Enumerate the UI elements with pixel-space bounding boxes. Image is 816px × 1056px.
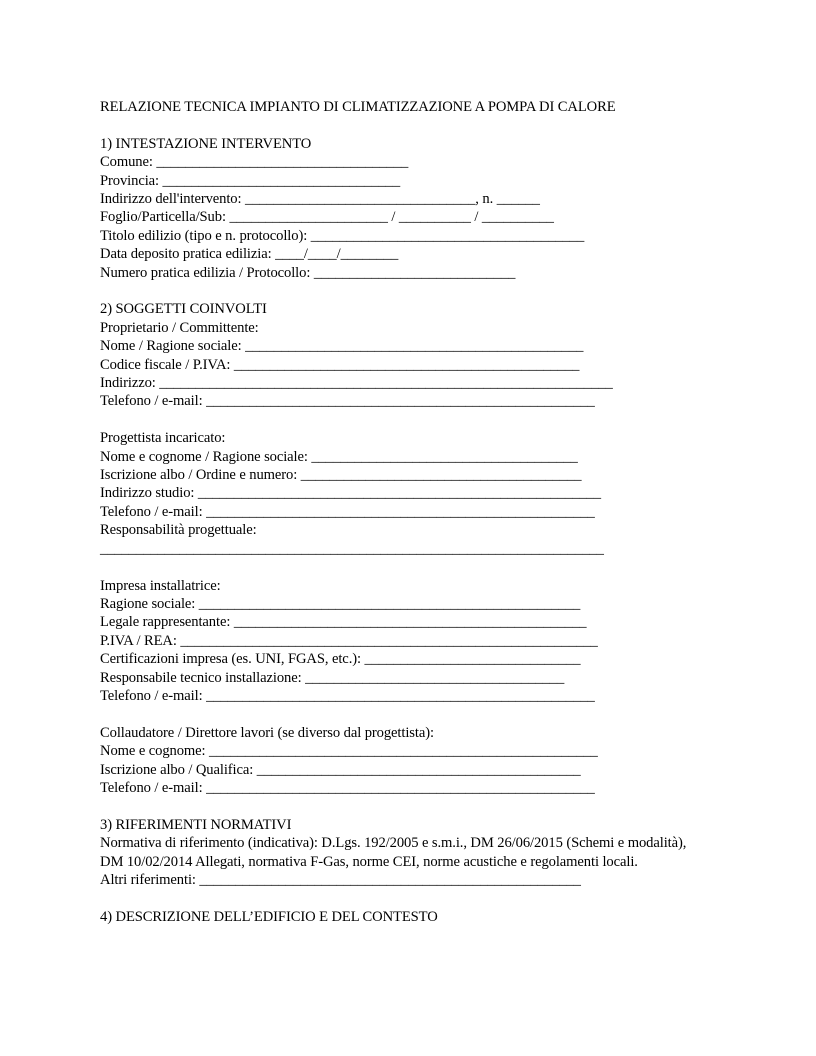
field-comune[interactable]: Comune: ___________________________________ [100,154,409,171]
field-indirizzo-intervento[interactable]: Indirizzo dell'intervento: ________________________________, n. ______ [100,191,540,208]
field-installer-name[interactable]: Ragione sociale: _____________________________________________________ [100,595,581,612]
section4-heading: 4) DESCRIZIONE DELL’EDIFICIO E DEL CONTESTO [100,908,438,925]
field-installer-legal-rep[interactable]: Legale rappresentante: _________________________________________________ [100,614,587,631]
field-designer-registration[interactable]: Iscrizione albo / Ordine e numero: _______________________________________ [100,467,582,484]
field-owner-tax-code[interactable]: Codice fiscale / P.IVA: ________________________________________________ [100,356,580,373]
field-designer-contact[interactable]: Telefono / e-mail: ______________________________________________________ [100,503,595,520]
field-designer-name[interactable]: Nome e cognome / Ragione sociale: _____________________________________ [100,448,578,465]
field-installer-certifications[interactable]: Certificazioni impresa (es. UNI, FGAS, etc.): ______________________________ [100,651,581,668]
field-foglio-particella-sub[interactable]: Foglio/Particella/Sub: ______________________ / __________ / __________ [100,209,554,226]
field-inspector-registration[interactable]: Iscrizione albo / Qualifica: _____________________________________________ [100,761,581,778]
designer-responsibility-label: Responsabilità progettuale: [100,522,257,539]
installer-label: Impresa installatrice: [100,577,221,594]
document-title: RELAZIONE TECNICA IMPIANTO DI CLIMATIZZAZIONE A POMPA DI CALORE [100,99,616,115]
section1-heading: 1) INTESTAZIONE INTERVENTO [100,135,312,152]
field-designer-address[interactable]: Indirizzo studio: ________________________________________________________ [100,485,601,502]
owner-label: Proprietario / Committente: [100,319,259,336]
field-inspector-contact[interactable]: Telefono / e-mail: ______________________________________________________ [100,779,595,796]
field-installer-vat[interactable]: P.IVA / REA: __________________________________________________________ [100,632,598,649]
field-owner-address[interactable]: Indirizzo: _______________________________________________________________ [100,375,613,392]
field-titolo-edilizio[interactable]: Titolo edilizio (tipo e n. protocollo): ______________________________________ [100,227,585,244]
field-installer-technical-manager[interactable]: Responsabile tecnico installazione: ____________________________________ [100,669,565,686]
field-owner-contact[interactable]: Telefono / e-mail: ______________________________________________________ [100,393,595,410]
field-owner-name[interactable]: Nome / Ragione sociale: _______________________________________________ [100,338,584,355]
section3-heading: 3) RIFERIMENTI NORMATIVI [100,816,292,833]
field-numero-pratica[interactable]: Numero pratica edilizia / Protocollo: ____________________________ [100,264,516,281]
field-installer-contact[interactable]: Telefono / e-mail: ______________________________________________________ [100,687,595,704]
document-page [100,98,700,926]
field-other-references[interactable]: Altri riferimenti: _____________________________________________________ [100,871,581,888]
field-provincia[interactable]: Provincia: _________________________________ [100,172,401,189]
regulatory-references-text: Normativa di riferimento (indicativa): D.Lgs. 192/2005 e s.m.i., DM 26/06/2015 (Schemi e modalità), DM 10/02/2014 Allegati, normativa F-Gas, norme CEI, norme acustiche e regolamenti locali. [100,835,687,870]
designer-label: Progettista incaricato: [100,430,226,447]
section2-heading: 2) SOGGETTI COINVOLTI [100,301,267,318]
field-designer-responsibility[interactable]: ______________________________________________________________________ [100,540,604,557]
inspector-label: Collaudatore / Direttore lavori (se diverso dal progettista): [100,724,434,741]
field-data-deposito[interactable]: Data deposito pratica edilizia: ____/____/________ [100,246,399,263]
field-inspector-name[interactable]: Nome e cognome: ______________________________________________________ [100,743,598,760]
